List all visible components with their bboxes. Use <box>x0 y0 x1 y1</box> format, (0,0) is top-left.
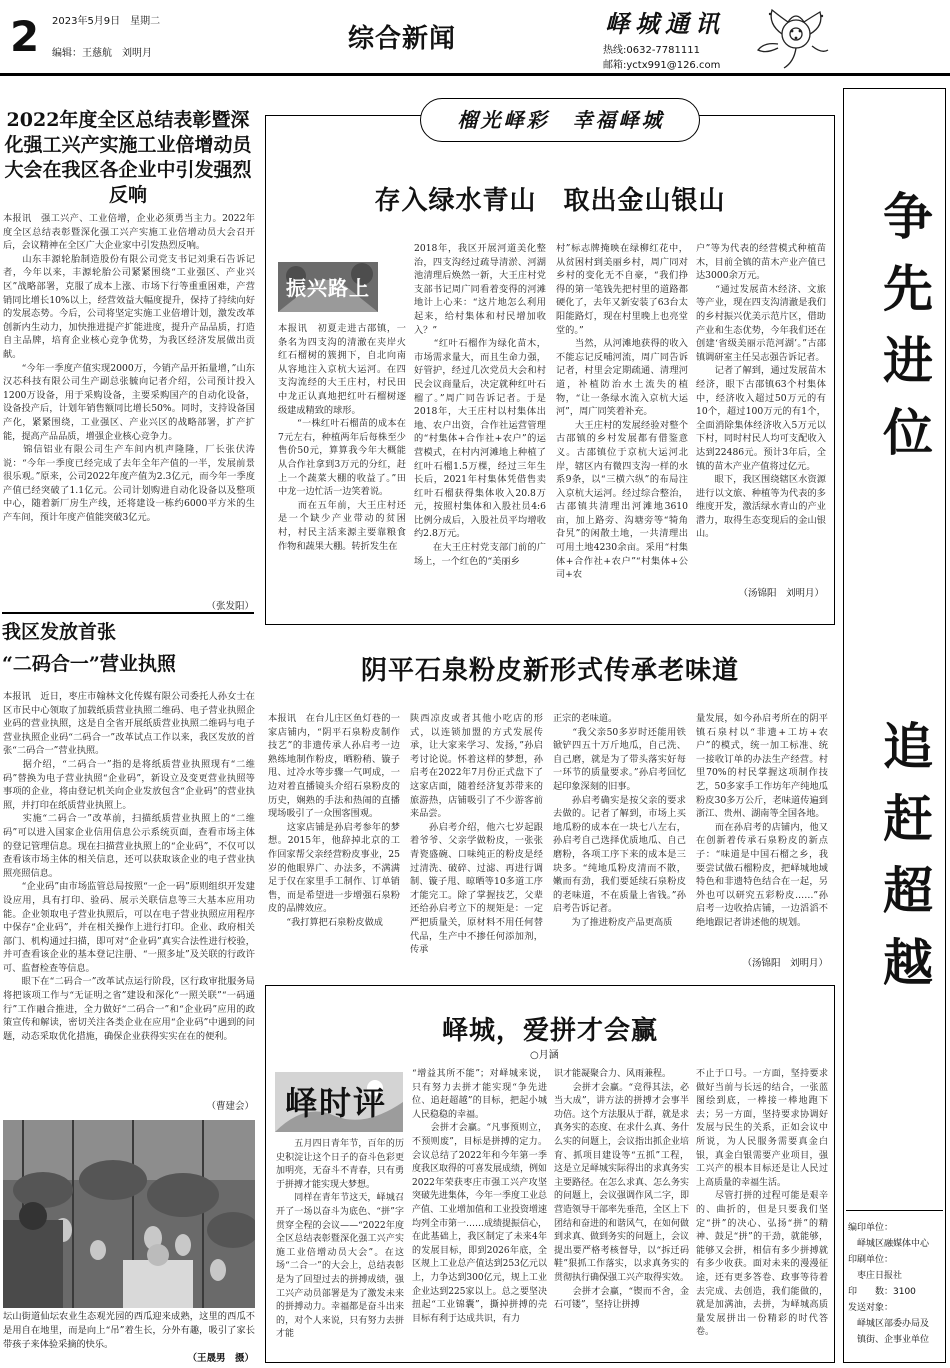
feature-col1: 本报讯 初夏走进古邵镇，一条名为四支沟的清澈在夹岸火红石榴树的簇拥下，自北向南从容地注入京杭大运河。在四支沟流经的大王庄村，村民田中龙正认真地把红叶石榴树逐级建成精致的球形。 “一株红叶石榴苗的成本在7元左右，种植两年后每株至少售价50元，算算我今年大概能从合作社拿到3万元的分红，赶上一个蔬菜大棚的收益了。”田中龙一边忙活一边笑着说。 而在五年前，大王庄村还是一个缺少产业带动的贫困村，村民主活来源主要靠粮食作物和蔬果大棚。转折发生在 <box>278 323 406 552</box>
info-line: 印 数：3100 <box>848 1287 916 1297</box>
article3-col3: 正宗的老味道。 “我父亲50多岁时还能用铁锨铲四五十万斤地瓜，自己洗、自己磨，就是为了带头落实好每一环节的质量要求。”孙启考回忆起印象深刻的旧事。 孙启考确实是按父亲的要求去做的。记者了解到，市场上买地瓜粉的成本在一块七八左右，孙启考自己选择优质地瓜、自己磨粉，各项工序下来的成本是三块多。“纯地瓜粉皮清而不散，嫩而有劲，我们要延续石泉粉皮的老味道，不在质量上省钱。”孙启考告诉记者。 为了推进粉皮产品更高质 <box>553 713 686 928</box>
info-line: 编印单位： <box>848 1223 894 1233</box>
feature-col2: 2018年，我区开展河道美化整治，四支沟经过疏导清淤、河湖池清理后焕然一新，大王庄村党支部书记周广同看着变得的河滩地计上心来：“这片地怎么利用起来，给村集体和村民增加收入？” “红叶石榴作为绿化苗木，市场需求量大，而且生命力强，好管护，经过几次党员大会和村民会议商量后，决定就种红叶石榴了。”周广同告诉记者。于是2018年，大王庄村以村集体出地、农户出资，合作社运营管理的“村集体+合作社+农户”的运营模式，在村内河滩地上种植了红叶石榴1.5万棵，经过三年生长后，2021年村集体凭借售卖红叶石榴获得集体收入20.8万元，按照村集体和入股社员4:6比例分成后，入股社员平均增收约2.8万元。 在大王庄村党支部门前的广场上，一个红色的“美丽乡 <box>414 243 546 567</box>
article2-body: 本报讯 近日，枣庄市翰林文化传媒有限公司委托人孙女士在区市民中心领取了加载纸质营业执照二维码、电子营业执照企业码的营业执照，这是自全省开展纸质营业执照二维码与电子营业执照企业码“二码合一”改革试点工作以来，我区发放的首张“二码合一”营业执照。 据介绍，“二码合一”指的是将纸质营业执照现有“二维码”替换为电子营业执照“企业码”，新设立及变更营业执照等事项的企业，将由登记机关向企业发放包含“企业码”的营业执照，并打印在纸质营业执照上。 实施“二码合一”改革前，扫描纸质营业执照上的“二维码”可以进入国家企业信用信息公示系统页面，查看市场主体的登记管理信息。现在扫描营业执照上的“企业码”，不仅可以查看该市场主体的相关信息，还可以获取该企业的电子营业执照亮照信息。 “企业码”由市场监管总局按照“一企一码”原则组织开发建设应用，具有打印、验码、展示关联信息等三大基本应用功能。企业领取电子营业执照后，可以在电子营业执照应用程序中保存“企业码”，并在相关操作上进行打印。企业、政府相关部门、机构通过扫描，即可对“企业码”真实合法性进行校验，并可查看该企业的基本登记注册、“一照多址”及关联的行政许可、监督检查等信息。 眼下在“二码合一”改革试点运行阶段，区行政审批服务局将把该项工作与“无证明之省”建设和深化“一照关联”“一码通行”工作融合推进，全力做好“二码合一”和“企业码”应用的政策宣传和解读，密切关注各类企业在应用“企业码”中遇到的问题，动态采取优化措施，确保企业获得实实在在的便利。 <box>3 691 255 1042</box>
article2-credit: （曹建会） <box>206 1101 254 1112</box>
article3-credit: （汤锦阳 刘明月） <box>742 958 828 969</box>
feature-banner <box>420 98 700 142</box>
sidebar-divider <box>846 1210 943 1211</box>
email: 邮箱:yctx991@126.com <box>603 60 721 71</box>
info-line: 峄城区部委办局及 <box>848 1319 930 1329</box>
article2-title-line1b: 我区发放首张 <box>2 621 117 643</box>
photo-credit: （王晟男 摄） <box>187 1353 254 1364</box>
article4-title: 峄城，爱拼才会赢 <box>441 1016 658 1046</box>
hotline: 热线:0632-7781111 <box>603 45 700 56</box>
article4-col3: 识才能凝聚合力、风雨兼程。 会拼才会赢。“竞得其法，必当大成”，讲方法的拼搏才会事半功倍。这个方法服从于群，就是求真务实的态度、在求什么真、务什么实的问题上，会议指出抓企业培育、抓项目建设等“五抓”工程，这是立足峄城实际得出的求真务实主要路径。在怎么求真、怎么务实的问题上，会议强调作风二字，即营造领导干部率先垂范，全区上下团结和奋进的和谐风气，在如何做到求真、做到务实的问题上，会议提出要严格考核督导，以“拆迁码鞋”狠抓工作落实，以求真务实的贯彻执行确保强工兴产取得实效。 会拼才会赢，“锲而不舍，金石可镂”，坚持让拼搏 <box>554 1069 689 1311</box>
article2-title-line2: “二码合一”营业执照 <box>2 652 254 676</box>
feature-col4: 户”等为代表的经营模式种植苗木，目前全镇的苗木产业产值已达3000余万元。 “通过发展苗木经济、文旅等产业，现在四支沟清澈是我们的乡村振兴优美示范片区，借助产业和生态优势，今年我们还在创建‘省级美丽示范河湖’。”古邵镇调研室主任吴志强告诉记者。 记者了解到，通过发展苗木经济，眼下古邵镇63个村集体中，经济收入超过50万元的有10个，超过100万元的有1个，全面消除集体经济收入5万元以下村，同时村民人均可支配收入达到22486元。预计3年后，全镇的苗木产业产值将过亿元。 眼下，我区围绕辖区水资源进行以文旅、种植等为代表的多维度开发，激活绿水青山的产业潜力，取得生态变现后的金山银山。 <box>696 243 826 540</box>
article1-credit: （张发阳） <box>206 601 254 612</box>
info-line: 镇街、企事业单位 <box>848 1335 930 1345</box>
feature-col3: 村”标志牌掩映在绿柳红花中，从贫困村到美丽乡村，周广同对乡村的变化无不自豪，“我们挣得的第一笔钱先把村里的道路都硬化了，去年又新安装了63台太阳能路灯，现在村里晚上也亮堂堂的。” 当然，从河滩地获得的收入不能忘记反哺河流，周广同告诉记者，村里会定期疏通、清理河道，补植防治水土流失的植物，“让一条绿水流入京杭大运河”，周广同笑着补充。 大王庄村的发展经验对整个古邵镇的乡村发展都有借鉴意义。古邵镇位于京杭大运河北岸，辖区内有微四支沟一样的水系9条，以“三横六纵”的布局注入京杭大运河。经过综合整治，古邵镇共清理出河滩地3610亩，加上路旁、沟塘旁等“犄角旮旯”的闲散土地，一共清理出可用土地4230余亩。采用“村集体+合作社+农户”“村集体+公司+农 <box>556 243 688 581</box>
paper-name: 峄城通讯 <box>605 9 725 38</box>
page-number: 2 <box>10 12 40 61</box>
article1-title: 2022年度全区总结表彰暨深化强工兴产实施工业倍增动员大会在我区各企业中引发强烈反响 <box>4 109 252 206</box>
article3-col1: 本报讯 在台儿庄区鱼灯巷的一家店铺内，“阴平石泉粉皮制作技艺”的非遗传承人孙启考一边熟练地制作粉皮，晒粉稍、镟子甩、过冷水等步骤一气呵成，一边对着直播镜头介绍石泉粉皮的历史，娴熟的手法和热闹的直播现场吸引了一众围客围观。 这家店铺是孙启考参年的梦想。2015年，他辞掉北京的工作回家帮父亲经营粉皮事业，25岁的他眼界广、办法多，不满满足于仅在家里手工制作、订单销售，而是希望进一步增强石泉粉皮的品牌效应。 “我打算把石泉粉皮做成 <box>268 713 400 928</box>
info-line: 枣庄日报社 <box>848 1271 903 1281</box>
article4-col2: “增益其所不能”；对峄城来说，只有努力去拼才能实现“争先进位、追赶超越”的目标，把起小城人民稳稳的幸福。 会拼才会赢。“凡事预则立，不预则废”，目标是拼搏的定力。会议总结了2022年和今年第一季度我区取得的可喜发展成绩，例如2022年荣获枣庄市强工兴产攻坚突破先进集体，今年一季度工业总产值、工业增加值和工业投资增速均列全市第一……成绩提振信心，在此基础上，我区制定了未来4年的发展目标，即到2026年底，全区规上工业总产值达到253亿元以上，力争达到300亿元，规上工业企业达到225家以上。总之要坚决扭起“工业锦囊”，撕掉拼搏的壳目标有利于达成共识，有力 <box>412 1069 547 1324</box>
photo-caption: 坛山街道仙坛农业生态观光园的西瓜迎来成熟，这里的西瓜不是用自在地里，而是向上“吊”着生长，分外有趣，吸引了家长带孩子来体验采摘的快乐。 <box>3 1311 255 1350</box>
sidebar-info <box>848 1220 943 1348</box>
melon-garden-photo <box>3 1120 255 1308</box>
article1-body: 本报讯 强工兴产、工业倍增，企业必须勇当主力。2022年度全区总结表彰暨深化强工兴产实施工业倍增动员大会召开后，会议精神在全区广大企业家中引发热烈反响。 山东丰源轮胎制造股份有限公司党支书记刘秉石告诉记者，今年以来，丰源轮胎公司紧紧围绕“工业强区、产业兴区”战略部署，克服了成本上涨、市场下行等重重困难，产营销同比增长10%以上，经营效益大幅度提升，保持了持续向好的发展态势。今后，公司将坚定实施工业倍增计划，激发改革创新内生动力，加快推进提产扩能进度，提升产品品质，打造自主品牌，培育企业核心竞争优势，为我区经济发展做出贡献。 “今年一季度产值实现2000万，今销产品开拓量增，”山东汉芯科技有限公司生产副总张毓向记者介绍，公司预计投入1200万设备，用于采购设备，主要采购国产的自动化设备，设备投产后，计划年销售额同比增长50%。同时，支持设备国产化，紧紧围绕，工业强区、产业兴区的战略部署，扩产扩能，提高产品品质，增强企业核心竞争力。 锦信铝业有限公司生产车间内机声隆隆，厂长张伏涛说：“今年一季度已经完成了去年全年产值的一半，发展前景很乐观。”原来，公司2022年度产值为2.3亿元，而今年一季度产值已经突破了1.1亿元。公司计划购进自动化设备以及整项中心，随着新厂房生产线，还将建设一栋约6000平方米的生产车间，预计年度产值能突破3亿元。 <box>3 213 255 524</box>
column-tag-image <box>275 1072 403 1132</box>
article4-col4: 不止于口号。一方面，坚持要求做好当前与长远的结合，一张蓝图绘到底，一棒接一棒地跑下去；另一方面，坚持要求协调好发展与民生的关系，正如会议中所说，为人民服务需要真金白银，真金白银需要产业项目，强工兴产的根本目标还是让人民过上高质量的幸福生活。 尽管打拼的过程可能是艰辛的、曲折的，但是只要我们坚定“拼”的决心、弘扬“拼”的精神、鼓足“拼”的干劲，就能够，能够又会拼，相信有多少拼搏就有多少收获。面对未来的漫漫征途，还有更多答卷、政事等待着去完成、去创造，我们能做的，就是加满油，去拼，为峄城高质量发展拼出一份精彩的时代答卷。 <box>696 1069 828 1338</box>
feature-title: 存入绿水青山 取出金山银山 <box>374 186 726 216</box>
article3-col4: 量发展，如今孙启考所在的阴平镇石泉村以“非遗+工坊+农户”的模式，统一加工标准、统一接收订单的办法生产经营。村里70%的村民掌握这项制作技艺，50多家手工作坊年产纯地瓜粉皮30多万公斤，老味道传遍到浙江、贵州、湖南等全国各地。 而在孙启考的店铺内，他又在创新着传承石泉粉皮的新点子：“味道是中国石榴之乡，我要尝试做石榴粉皮，把峄城地域特色和非遗特色结合在一起，另外也可以研究五彩粉皮……”孙启考一边收拾店铺，一边滔滔不绝地跟记者讲述他的规划。 <box>696 713 828 928</box>
article3-col2: 陕西凉皮或者其他小吃店的形式，以连锁加盟的方式发展传承，让大家来学习、发扬，”孙启考讨论说。怀着这样的梦想，孙启考在2022年7月份正式盘下了这家店面，随着经济复苏带来的旅游热，店铺吸引了不少游客前来品尝。 孙启考介绍，他六七岁起跟着爷爷、父亲学做粉皮，一张张青瓷盛碗、口味纯正的粉皮是经过清洗、破碎、过滤、再进行调制、镟子甩、晾晒等10多道工序才能完工。除了掌握技艺，父辈还给孙启考立下的规矩是：一定严把质量关，原材料不用任何替代品，生产中不掺任何添加剂，传承 <box>410 713 543 956</box>
feature-credit: （汤锦阳 刘明月） <box>738 588 824 599</box>
info-line: 峄城区融媒体中心 <box>848 1239 930 1249</box>
editor-credit: 编辑：王慈航 刘明月 <box>52 48 152 59</box>
issue-date: 2023年5月9日 星期二 <box>52 16 161 27</box>
slogan-top: 争先进位 <box>875 190 933 478</box>
info-line: 印刷单位： <box>848 1255 894 1265</box>
article3-title: 阴平石泉粉皮新形式传承老味道 <box>360 656 739 686</box>
info-line: 发送对象： <box>848 1303 894 1313</box>
column-tag: 峄时评 <box>285 1084 388 1122</box>
pomegranate-flower-icon <box>748 4 830 70</box>
header-rule <box>0 73 950 76</box>
section-title: 综合新闻 <box>348 24 457 54</box>
feature-banner-text: 榴光峄彩 幸福峄城 <box>457 108 665 132</box>
article4-col1: 五月四日青年节，百年的历史积淀让这个日子的奋斗色彩更加明亮，无奋斗不青春，只有勇于拼搏才能实现大梦想。 同样在青年节这天，峄城召开了一场以奋斗为底色、“拼”字贯穿全程的会议——“2022年度全区总结表彰暨深化强工兴产实施工业倍增动员大会”。在这场“二合一”的大会上，总结表彰是为了回望过去的拼搏成绩，强工兴产动员部署是为了激发未来的拼搏动力。幸福都是奋斗出来的，对个人来说，只有努力去拼才能 <box>276 1139 404 1340</box>
tag-label: 振兴路上 <box>286 276 370 300</box>
slogan-bottom: 追赶超越 <box>875 720 933 1008</box>
tag-image <box>278 262 378 312</box>
article4-byline: ○月涵 <box>530 1050 559 1061</box>
divider <box>2 612 254 614</box>
